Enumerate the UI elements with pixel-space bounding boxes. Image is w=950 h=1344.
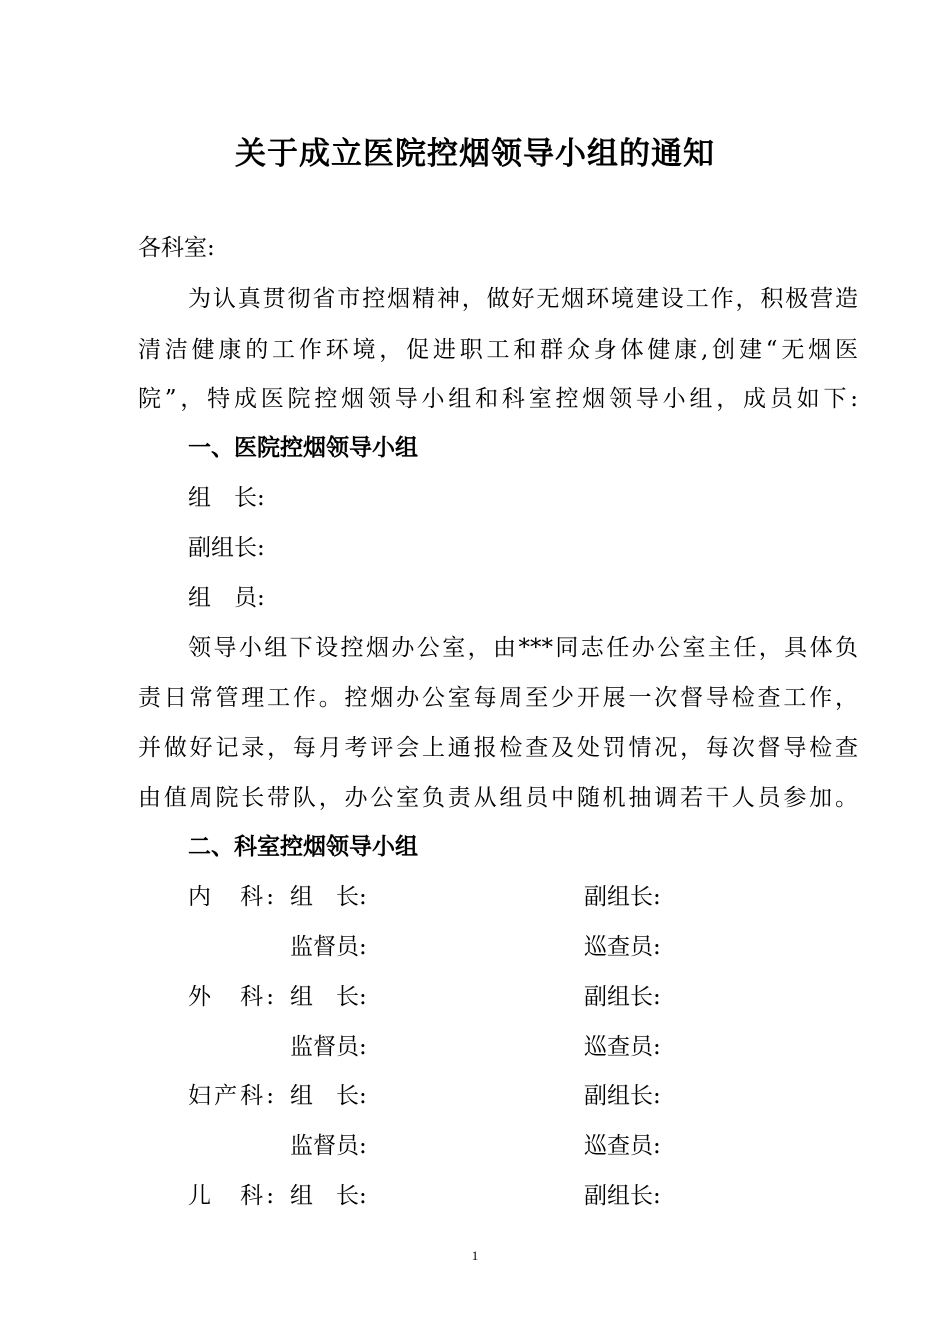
role-label: 副组长: bbox=[584, 1183, 661, 1209]
document-title: 关于成立医院控烟领导小组的通知 bbox=[235, 136, 715, 172]
role-label: 副组长: bbox=[584, 884, 661, 910]
role-label: 巡查员: bbox=[584, 1133, 661, 1159]
role-label: 监督员: bbox=[290, 934, 367, 960]
intro-line: 为认真贯彻省市控烟精神，做好无烟环境建设工作，积极营造 bbox=[188, 286, 858, 312]
role-label: 组 长: bbox=[290, 884, 367, 910]
member-label: 组 员: bbox=[188, 585, 265, 611]
role-label: 副组长: bbox=[584, 1083, 661, 1109]
role-label: 副组长: bbox=[584, 984, 661, 1010]
dept-label: 内 科: bbox=[188, 884, 274, 910]
role-label: 组 长: bbox=[290, 1183, 367, 1209]
dept-label: 妇产科: bbox=[188, 1083, 274, 1109]
role-label: 组 长: bbox=[290, 1083, 367, 1109]
section1-heading: 一、医院控烟领导小组 bbox=[188, 435, 418, 461]
role-label: 巡查员: bbox=[584, 934, 661, 960]
office-text-line: 并做好记录，每月考评会上通报检查及处罚情况，每次督导检查 bbox=[138, 735, 858, 761]
salutation: 各科室: bbox=[138, 235, 215, 261]
role-label: 监督员: bbox=[290, 1133, 367, 1159]
office-text-line: 由值周院长带队，办公室负责从组员中随机抽调若干人员参加。 bbox=[138, 785, 858, 811]
deputy-label: 副组长: bbox=[188, 535, 265, 561]
dept-label: 外 科: bbox=[188, 984, 274, 1010]
section2-heading: 二、科室控烟领导小组 bbox=[188, 834, 418, 860]
intro-line: 清洁健康的工作环境，促进职工和群众身体健康,创建“无烟医 bbox=[138, 337, 858, 363]
office-text-line: 责日常管理工作。控烟办公室每周至少开展一次督导检查工作， bbox=[138, 685, 858, 711]
role-label: 组 长: bbox=[290, 984, 367, 1010]
page-number: 1 bbox=[471, 1248, 479, 1263]
role-label: 巡查员: bbox=[584, 1034, 661, 1060]
leader-label: 组 长: bbox=[188, 485, 265, 511]
role-label: 监督员: bbox=[290, 1034, 367, 1060]
office-text-line: 领导小组下设控烟办公室，由***同志任办公室主任，具体负 bbox=[188, 635, 858, 661]
dept-label: 儿 科: bbox=[188, 1183, 274, 1209]
intro-line: 院”，特成医院控烟领导小组和科室控烟领导小组，成员如下: bbox=[138, 386, 858, 412]
